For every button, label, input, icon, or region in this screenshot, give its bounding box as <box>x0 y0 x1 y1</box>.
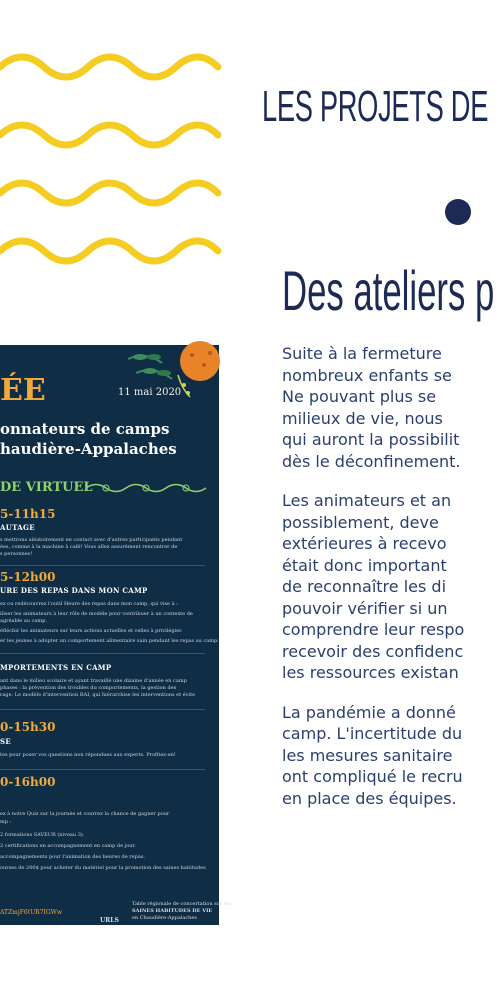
text-line: Suite à la fermeture <box>282 344 442 363</box>
poster-title: ÉE <box>0 373 46 408</box>
session-text: 2 formations SAVEUR (niveau 3). <box>0 832 85 838</box>
text-line: camp. L'incertitude du <box>282 724 463 743</box>
page-title: LES PROJETS DE <box>262 82 489 131</box>
divider <box>0 565 205 566</box>
decorative-yellow-waves <box>0 55 220 275</box>
session-text: tes pour poser vos questions non répondues aux experts. Profitez-en! <box>0 752 176 758</box>
session-text: iliser les animateurs à leur rôle de modèle pour contribuer à un contexte de <box>0 611 193 617</box>
divider <box>0 769 205 770</box>
session-text: s personnes! <box>0 551 33 557</box>
session-text: phases : la prévention des troubles du comportements, la gestion des <box>0 685 177 691</box>
section-title: Des ateliers p <box>282 259 495 322</box>
session-heading: AUTAGE <box>0 523 35 532</box>
text-line: recevoir des confidenc <box>282 641 464 661</box>
poster-virtual-label: DE VIRTUEL <box>0 480 93 495</box>
session-text: éfléchir les animateurs sur leurs actions actuelles et celles à privilégier. <box>0 628 183 634</box>
paragraph-1 <box>282 343 500 472</box>
session-text: ez à notre Quiz sur la journée et courrez la chance de gagner pour <box>0 811 170 817</box>
paragraph-3 <box>282 702 500 810</box>
text-line: extérieures à recevo <box>282 534 447 553</box>
poster-subtitle-2: haudière-Appalaches <box>0 440 177 458</box>
urls-logo: URLS <box>100 917 119 924</box>
session-time: 5-12h00 <box>0 570 56 584</box>
session-text: ant dans le milieu scolaire et ayant travaillé une dizaine d'année en camp <box>0 678 187 684</box>
text-line: les ressources existan <box>282 663 459 682</box>
text-line: ont compliqué le recru <box>282 767 463 786</box>
text-line: de reconnaître les di <box>282 577 447 596</box>
text-line: milieux de vie, nous <box>282 408 443 428</box>
session-text: agréable au camp. <box>0 618 47 624</box>
session-text: s mettrons aléatoirement en contact avec d'autres participants pendant <box>0 537 183 543</box>
session-text: 2 certifications en accompagnement en camp de jour. <box>0 843 136 849</box>
session-heading: URE DES REPAS DANS MON CAMP <box>0 586 148 595</box>
text-line: Ne pouvant plus se <box>282 387 437 406</box>
poster-subtitle-1: onnateurs de camps <box>0 420 170 438</box>
footer-org-line: SAINES HABITUDES DE VIE <box>132 908 213 914</box>
divider <box>0 653 205 654</box>
event-poster <box>0 345 232 925</box>
vine-decoration-icon <box>86 479 206 497</box>
session-heading: MPORTEMENTS EN CAMP <box>0 663 112 672</box>
text-line: était donc important <box>282 555 447 575</box>
session-text: accompagnements pour l'animation des heures de repas. <box>0 854 145 860</box>
session-text: ourses de 200$ pour acheter du matériel pour la promotion des saines habitudes <box>0 865 206 871</box>
footer-org-line: Table régionale de concertation sur les <box>132 901 232 907</box>
leaf-decoration-icon <box>126 345 219 415</box>
session-text: rage. Le modèle d'intervention RAI, qui hiérarchise les interventions et évite <box>0 692 196 698</box>
text-line: dès le déconfinement. <box>282 451 461 471</box>
text-line: les mesures sanitaire <box>282 745 453 765</box>
text-line: en place des équipes. <box>282 788 457 808</box>
session-heading: SE <box>0 737 11 746</box>
session-time: 0-16h00 <box>0 775 56 789</box>
session-text: er les jeunes à adopter un comportement alimentaire sain pendant les repas au camp. <box>0 638 219 644</box>
paragraph-2 <box>282 490 500 684</box>
quiz-link[interactable]: ATZmjF6tUR7IGWw <box>0 909 62 916</box>
text-line: possiblement, deve <box>282 512 439 532</box>
article-body <box>282 343 500 827</box>
text-line: qui auront la possibilit <box>282 430 460 449</box>
text-line: La pandémie a donné <box>282 702 456 722</box>
text-line: nombreux enfants se <box>282 365 452 385</box>
session-text: mp : <box>0 819 12 825</box>
bullet-dot <box>445 199 471 225</box>
footer-org-line: en Chaudière-Appalaches <box>132 915 197 921</box>
text-line: comprendre leur respo <box>282 620 465 639</box>
session-time: 0-15h30 <box>0 720 56 734</box>
text-line: Les animateurs et an <box>282 491 452 510</box>
session-text: ez ou redécouvrez l'outil Heure des repas dans mon camp, qui vise à : <box>0 601 178 607</box>
text-line: pouvoir vérifier si un <box>282 598 448 618</box>
session-time: 5-11h15 <box>0 507 56 521</box>
poster-date: 11 mai 2020 <box>118 387 182 398</box>
session-text: ées, comme à la machine à café! Vous allez assurément rencontrer de <box>0 544 178 550</box>
divider <box>0 709 205 710</box>
